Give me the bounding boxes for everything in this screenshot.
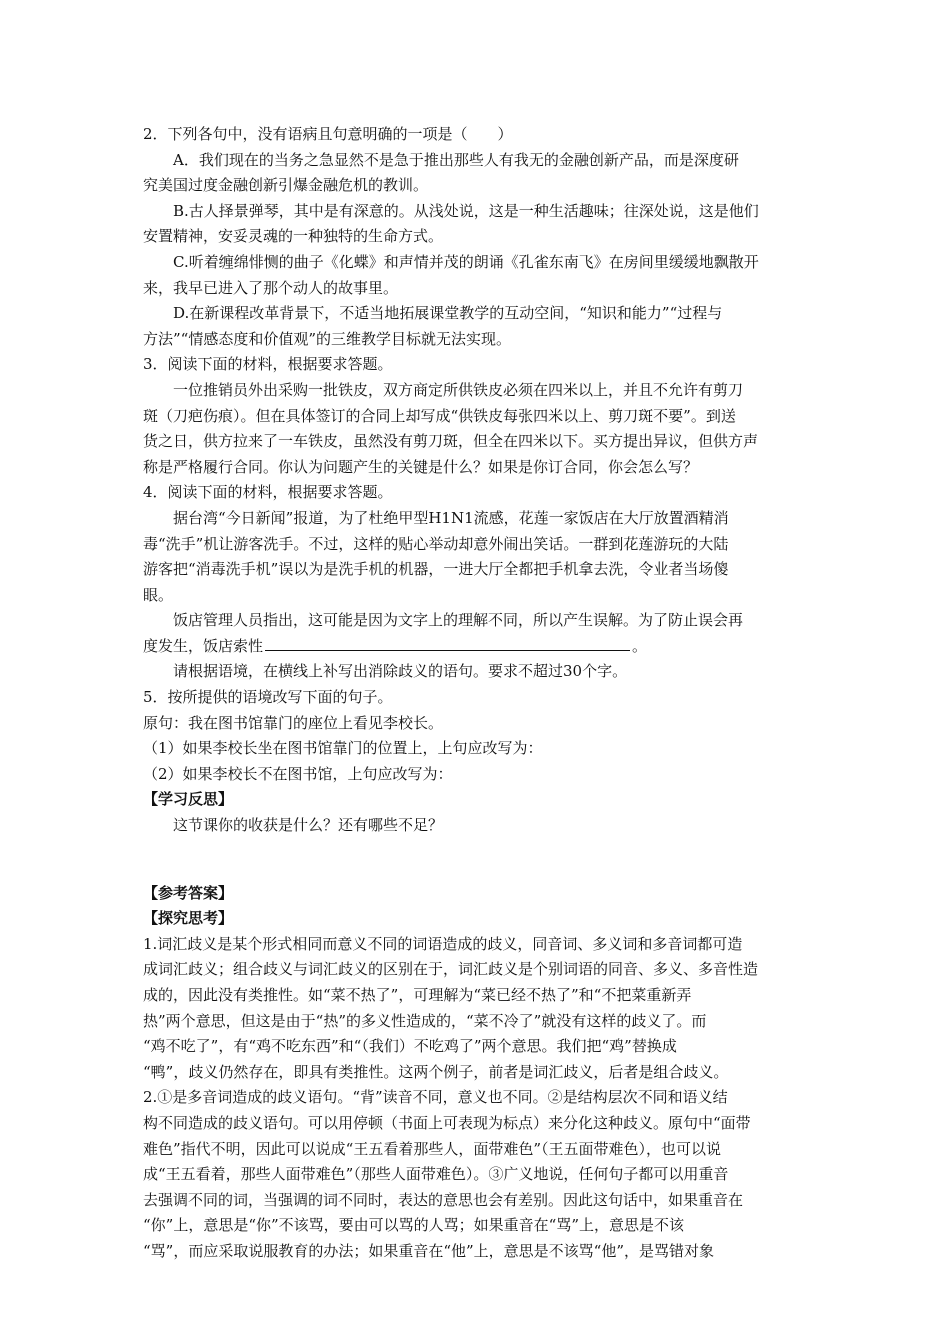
- section-gap: [143, 839, 813, 881]
- answer-2-line4: 成“王五看着，那些人面带难色”（那些人面带难色）。③广义地说，任何句子都可以用重音: [143, 1165, 729, 1184]
- answer-1-line6: “鸭”，歧义仍然存在，即具有类推性。这两个例子，前者是词汇歧义，后者是组合歧义。: [143, 1062, 729, 1081]
- q3-passage-line4: 称是严格履行合同。你认为问题产生的关键是什么？如果是你订合同，你会怎么写？: [143, 457, 699, 476]
- q3-passage-line1: 一位推销员外出采购一批铁皮，双方商定所供铁皮必须在四米以上，并且不允许有剪刀: [173, 380, 744, 399]
- q4-passage-line2: 毒“洗手”机让游客洗手。不过，这样的贴心举动却意外闹出笑话。一群到花莲游玩的大陆: [143, 534, 729, 553]
- q4-passage-line5: 饭店管理人员指出，这可能是因为文字上的理解不同，所以产生误解。为了防止误会再: [173, 611, 744, 630]
- answer-1-line2: 成词汇歧义；组合歧义与词汇歧义的区别在于，词汇歧义是个别词语的同音、多义、多音性造: [143, 960, 759, 979]
- answers-subheading: 【探究思考】: [143, 909, 234, 928]
- answer-1-line4: 热”两个意思，但这是由于“热”的多义性造成的，“菜不冷了”就没有这样的歧义了。而: [143, 1011, 707, 1030]
- q4-passage-line3: 游客把“消毒洗手机”误以为是洗手机的机器，一进大厅全都把手机拿去洗，令业者当场傻: [143, 560, 729, 579]
- q4-fill-line: [143, 634, 813, 660]
- q2-option-a-line2: 究美国过度金融创新引爆金融危机的教训。: [143, 176, 429, 195]
- answers-heading: 【参考答案】: [143, 883, 234, 902]
- q2-option-c-line2: 来，我早已进入了那个动人的故事里。: [143, 278, 399, 297]
- q2-option-d-line2: 方法”“情感态度和价值观”的三维教学目标就无法实现。: [143, 329, 512, 348]
- answer-blank[interactable]: [265, 634, 630, 651]
- q2-option-b-line1: B.古人择景弹琴，其中是有深意的。从浅处说，这是一种生活趣味；往深处说，这是他们: [173, 201, 759, 220]
- answer-1-line1: 1.词汇歧义是某个形式相同而意义不同的词语造成的歧义，同音词、多义词和多音词都可造: [143, 934, 743, 953]
- answer-2-line7: “骂”，而应采取说服教育的办法；如果重音在“他”上，意思是不该骂“他”，是骂错对象: [143, 1241, 715, 1260]
- q4-fill-suffix: 。: [632, 636, 648, 655]
- q2-option-d-line1: D.在新课程改革背景下，不适当地拓展课堂教学的互动空间，“知识和能力”“过程与: [173, 304, 723, 323]
- q3-passage-line2: 斑（刀疤伤痕）。但在具体签订的合同上却写成“供铁皮每张四米以上、剪刀斑不要”。到送: [143, 406, 736, 425]
- answer-1-line3: 成的，因此没有类推性。如“菜不热了”，可理解为“菜已经不热了”和“不把菜重新弄: [143, 986, 692, 1004]
- q4-stem: 4．阅读下面的材料，根据要求答题。: [143, 483, 393, 502]
- q5-stem: 5．按所提供的语境改写下面的句子。: [143, 688, 393, 707]
- q5-original-sentence: 原句：我在图书馆靠门的座位上看见李校长。: [143, 713, 444, 732]
- q3-stem: 3．阅读下面的材料，根据要求答题。: [143, 355, 393, 374]
- q2-stem: 2．下列各句中，没有语病且句意明确的一项是（ ）: [143, 125, 513, 143]
- q4-instruction: 请根据语境，在横线上补写出消除歧义的语句。要求不超过30个字。: [173, 662, 628, 681]
- document-body: [143, 122, 813, 1265]
- answer-2-line3: 难色”指代不明，因此可以说成“王五看着那些人，面带难色”（王五面带难色），也可以说: [143, 1139, 722, 1158]
- q5-subquestion-1: （1）如果李校长坐在图书馆靠门的位置上，上句应改写为：: [143, 739, 543, 758]
- answer-1-line5: “鸡不吃了”，有“鸡不吃东西”和“（我们）不吃鸡了”两个意思。我们把“鸡”替换成: [143, 1037, 677, 1056]
- q4-passage-line4: 眼。: [143, 585, 174, 604]
- reflection-heading: 【学习反思】: [143, 790, 234, 809]
- answer-2-line1: 2.①是多音词造成的歧义语句。“背”读音不同，意义也不同。②是结构层次不同和语义结: [143, 1088, 728, 1107]
- q2-option-a-line1: A．我们现在的当务之急显然不是急于推出那些人有我无的金融创新产品，而是深度研: [173, 150, 739, 169]
- reflection-text: 这节课你的收获是什么？还有哪些不足？: [173, 816, 444, 835]
- answer-2-line2: 构不同造成的歧义语句。可以用停顿（书面上可表现为标点）来分化这种歧义。原句中“面带: [143, 1113, 751, 1132]
- answer-2-line6: “你”上，意思是“你”不该骂，要由可以骂的人骂；如果重音在“骂”上，意思是不该: [143, 1216, 685, 1235]
- q5-subquestion-2: （2）如果李校长不在图书馆，上句应改写为：: [143, 764, 453, 783]
- q2-option-c-line1: C.听着缠绵悱恻的曲子《化蝶》和声情并茂的朗诵《孔雀东南飞》在房间里缓缓地飘散开: [173, 252, 759, 271]
- q2-option-b-line2: 安置精神，安妥灵魂的一种独特的生命方式。: [143, 227, 444, 246]
- q4-fill-prefix: 度发生，饭店索性: [143, 636, 264, 655]
- q4-passage-line1: 据台湾“今日新闻”报道，为了杜绝甲型H1N1流感，花莲一家饭店在大厅放置酒精消: [173, 508, 729, 527]
- answer-2-line5: 去强调不同的词，当强调的词不同时，表达的意思也会有差别。因此这句话中，如果重音在: [143, 1190, 744, 1209]
- q3-passage-line3: 货之日，供方拉来了一车铁皮，虽然没有剪刀斑，但全在四米以下。买方提出异议，但供方声: [143, 432, 759, 451]
